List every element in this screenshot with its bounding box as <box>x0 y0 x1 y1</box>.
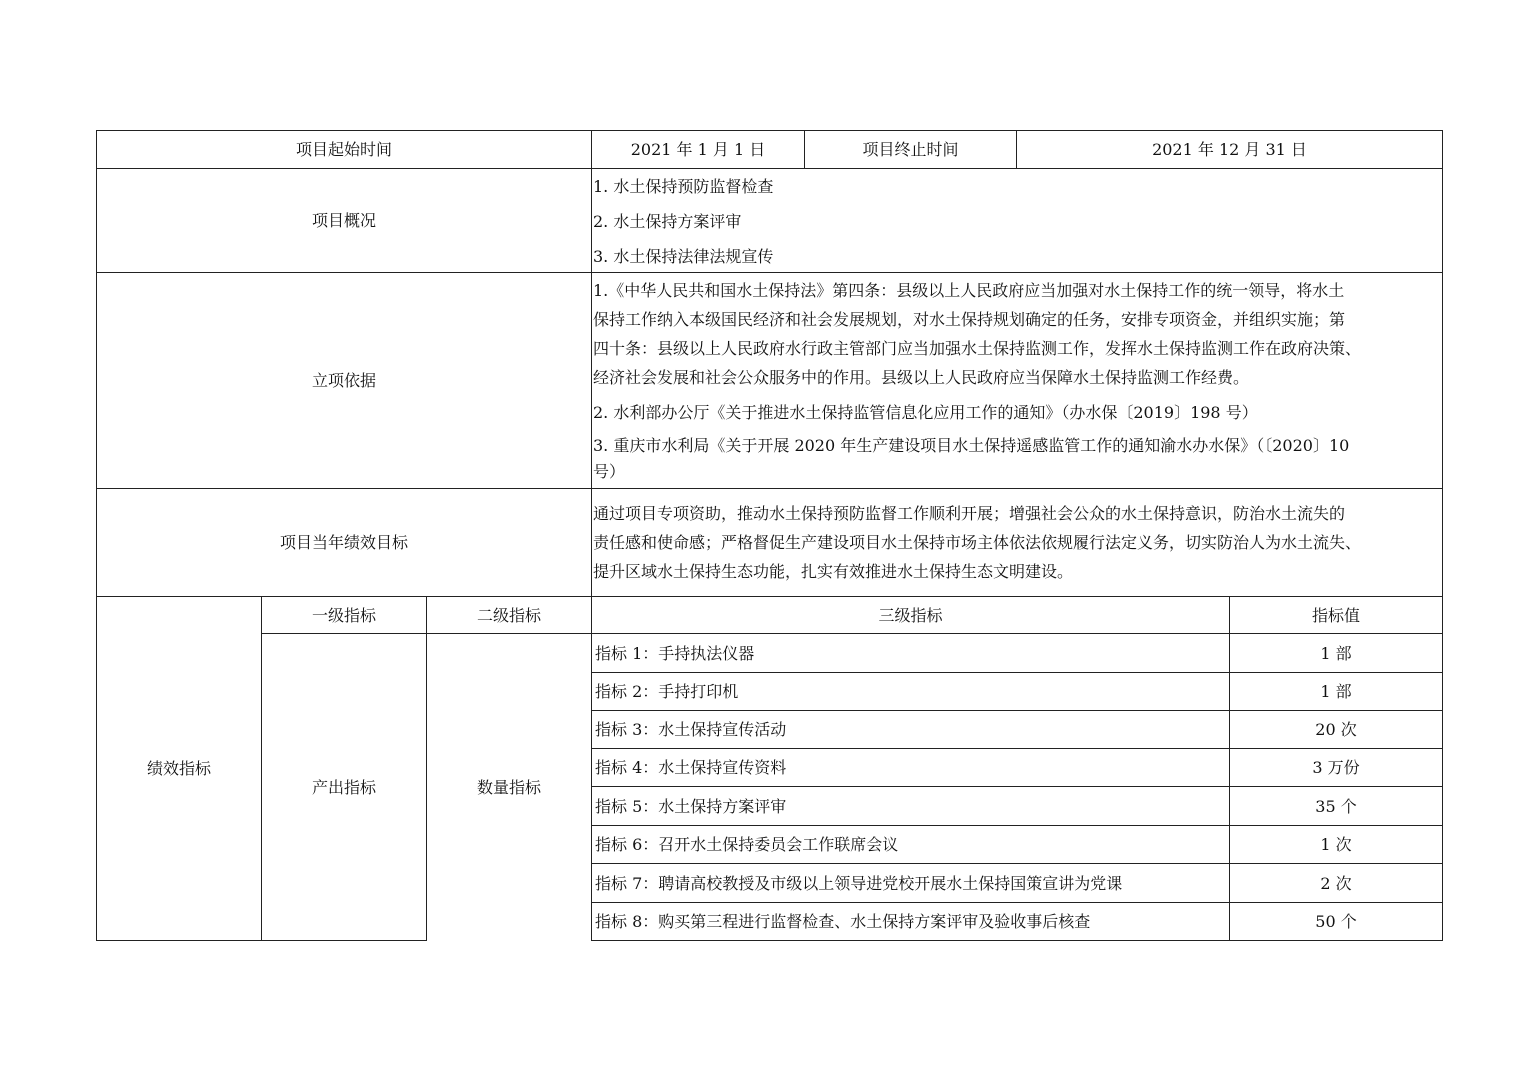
indicator-value: 20 次 <box>1315 720 1357 739</box>
header-level1: 一级指标 <box>311 605 376 625</box>
indicator-value: 3 万份 <box>1312 758 1360 777</box>
indicator-value: 50 个 <box>1315 912 1357 931</box>
end-time-label: 项目终止时间 <box>862 140 959 159</box>
indicator-name: 指标 8：购买第三程进行监督检查、水土保持方案评审及验收事后核查 <box>595 912 1091 931</box>
indicator-value: 1 次 <box>1320 835 1352 854</box>
basis-content <box>592 273 1442 488</box>
overview-label: 项目概况 <box>311 211 376 230</box>
indicator-value: 35 个 <box>1315 796 1357 816</box>
basis-paragraph-1-line: 1.《中华人民共和国水土保持法》第四条：县级以上人民政府应当加强对水土保持工作的统一领导，将水土 <box>593 281 1345 300</box>
indicator-value: 2 次 <box>1320 873 1352 893</box>
level1-value: 产出指标 <box>311 777 376 797</box>
goal-line: 通过项目专项资助，推动水土保持预防监督工作顺利开展；增强社会公众的水土保持意识，防治水土流失的 <box>593 504 1346 523</box>
level2-value: 数量指标 <box>476 777 541 797</box>
goal-line: 提升区域水土保持生态功能，扎实有效推进水土保持生态文明建设。 <box>593 562 1074 581</box>
header-level2: 二级指标 <box>476 605 541 625</box>
header-level3: 三级指标 <box>878 605 943 625</box>
table-border-right <box>1442 130 1443 941</box>
indicator-value: 1 部 <box>1320 643 1352 663</box>
end-time-value: 2021 年 12 月 31 日 <box>1152 140 1307 159</box>
indicator-name: 指标 7：聘请高校教授及市级以上领导进党校开展水土保持国策宣讲为党课 <box>595 873 1123 893</box>
goal-label: 项目当年绩效目标 <box>279 533 408 552</box>
basis-paragraph-2: 2. 水利部办公厅《关于推进水土保持监管信息化应用工作的通知》（办水保〔2019〕198 号） <box>593 403 1258 422</box>
overview-item: 1. 水土保持预防监督检查 <box>593 177 774 196</box>
basis-paragraph-1-line: 四十条：县级以上人民政府水行政主管部门应当加强水土保持监测工作，发挥水土保持监测工作在政府决策、 <box>593 339 1362 358</box>
basis-paragraph-1-line: 保持工作纳入本级国民经济和社会发展规划，对水土保持规划确定的任务，安排专项资金，并组织实施；第 <box>593 310 1346 329</box>
indicator-name: 指标 1：手持执法仪器 <box>595 643 755 663</box>
basis-label: 立项依据 <box>311 371 376 390</box>
goal-content <box>592 489 1442 596</box>
row-divider <box>591 940 1443 941</box>
overview-list <box>592 169 1442 272</box>
performance-label: 绩效指标 <box>146 759 211 778</box>
indicator-name: 指标 3：水土保持宣传活动 <box>595 720 787 739</box>
basis-paragraph-3-line: 3. 重庆市水利局《关于开展 2020 年生产建设项目水土保持遥感监管工作的通知渝水办水保》（〔2020〕10 <box>593 436 1350 455</box>
header-value: 指标值 <box>1311 605 1360 625</box>
overview-item: 2. 水土保持方案评审 <box>593 212 742 231</box>
start-time-value: 2021 年 1 月 1 日 <box>630 140 766 159</box>
indicator-value: 1 部 <box>1320 682 1352 701</box>
goal-line: 责任感和使命感；严格督促生产建设项目水土保持市场主体依法依规履行法定义务，切实防治人为水土流失、 <box>593 533 1362 552</box>
indicator-name: 指标 5：水土保持方案评审 <box>595 796 787 816</box>
basis-paragraph-1-line: 经济社会发展和社会公众服务中的作用。县级以上人民政府应当保障水土保持监测工作经费。 <box>593 368 1250 387</box>
start-time-label: 项目起始时间 <box>295 140 392 159</box>
overview-item: 3. 水土保持法律法规宣传 <box>593 247 774 266</box>
indicator-name: 指标 6：召开水土保持委员会工作联席会议 <box>595 835 899 854</box>
basis-paragraph-3-line: 号） <box>593 462 626 481</box>
indicator-name: 指标 4：水土保持宣传资料 <box>595 758 787 777</box>
indicator-name: 指标 2：手持打印机 <box>595 682 739 701</box>
